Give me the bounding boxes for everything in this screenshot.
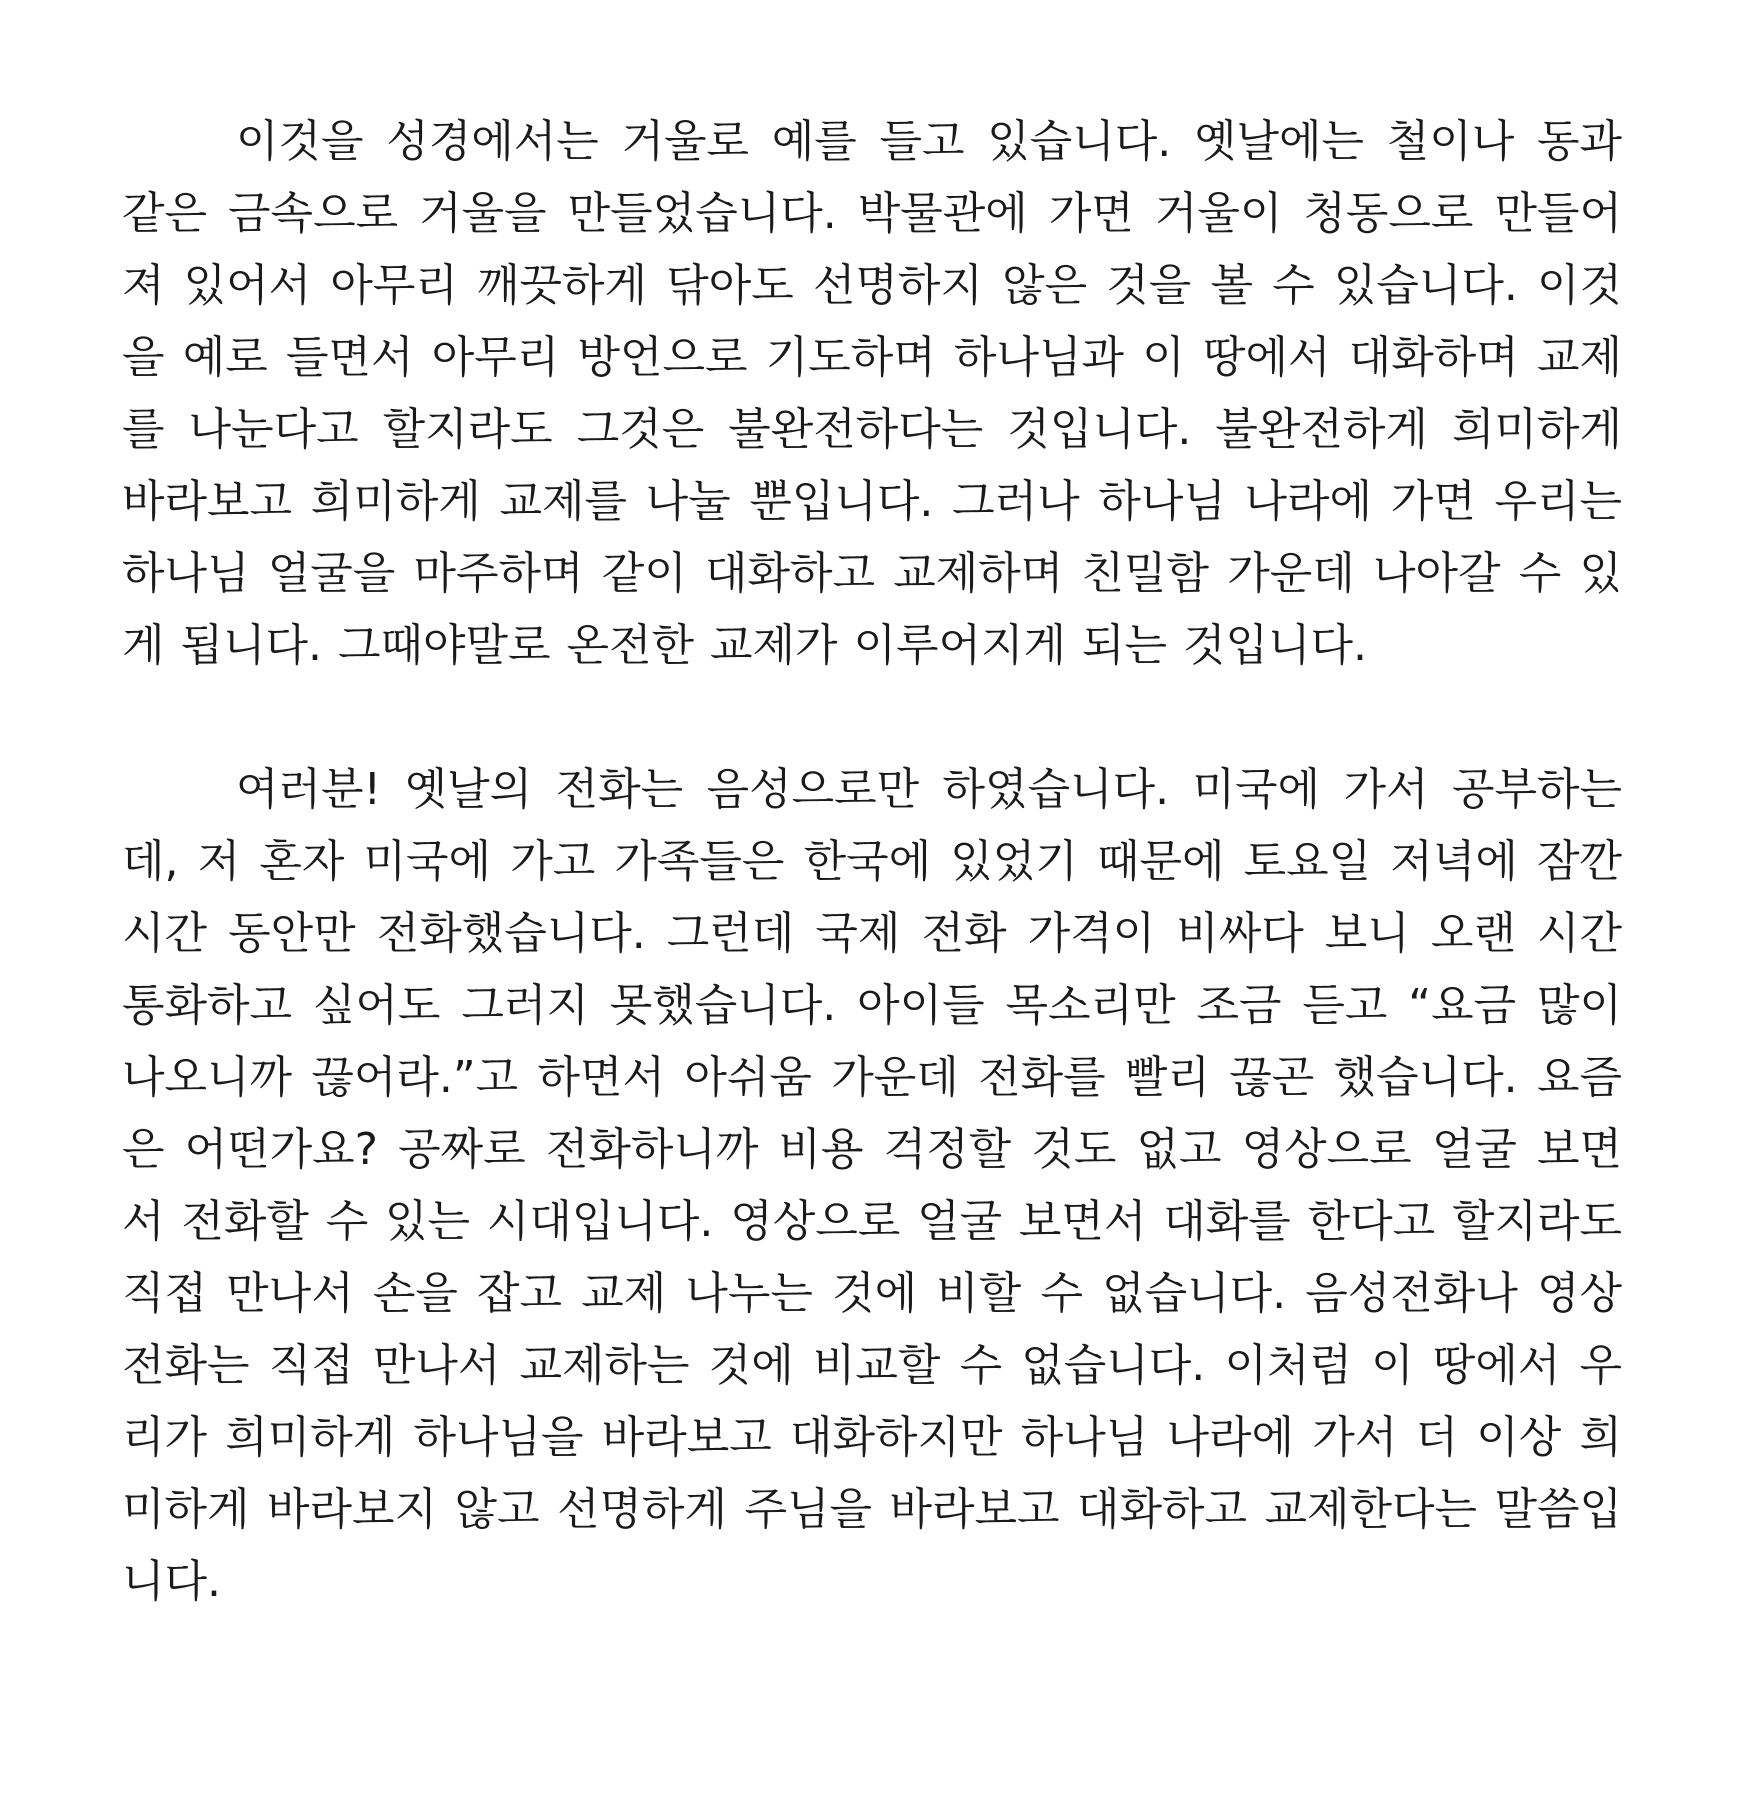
paragraph-phone: 여러분! 옛날의 전화는 음성으로만 하였습니다. 미국에 가서 공부하는 데, 저 혼자 미국에 가고 가족들은 한국에 있었기 때문에 토요일 저녁에 잠깐 시간 동안만 전화했습니다. 그런데 국제 전화 가격이 비싸다 보니 오랜 시간 통화하고 싶어도 그러지 못했습니다. 아이들 목소리만 조금 듣고 “요금 많이 나오니까 끊어라.”고 하면서 아쉬움 가운데 전화를 빨리 끊곤 했습니다. 요즘은 어떤가요? 공짜로 전화하니까 비용 걱정할 것도 없고 영상으로 얼굴 보면서 전화할 수 있는 시대입니다. 영상으로 얼굴 보면서 대화를 한다고 할지라도 직접 만나서 손을 잡고 교제 나누는 것에 비할 수 없습니다. 음성전화나 영상전화는 직접 만나서 교제하는 것에 비교할 수 없습니다. 이처럼 이 땅에서 우리가 희미하게 하나님을 바라보고 대화하지만 하나님 나라에 가서 더 이상 희미하게 바라보지 않고 선명하게 주님을 바라보고 대화하고 교제한다는 말씀입니다. [122,764,1623,1607]
body-text [122,106,1622,1618]
paragraph-mirror: 이것을 성경에서는 거울로 예를 들고 있습니다. 옛날에는 철이나 동과 같은 금속으로 거울을 만들었습니다. 박물관에 가면 거울이 청동으로 만들어져 있어서 아무리 깨끗하게 닦아도 선명하지 않은 것을 볼 수 있습니다. 이것을 예로 들면서 아무리 방언으로 기도하며 하나님과 이 땅에서 대화하며 교제를 나눈다고 할지라도 그것은 불완전하다는 것입니다. 불완전하게 희미하게 바라보고 희미하게 교제를 나눌 뿐입니다. 그러나 하나님 나라에 가면 우리는 하나님 얼굴을 마주하며 같이 대화하고 교제하며 친밀함 가운데 나아갈 수 있게 됩니다. 그때야말로 온전한 교제가 이루어지게 되는 것입니다. [122,116,1623,671]
